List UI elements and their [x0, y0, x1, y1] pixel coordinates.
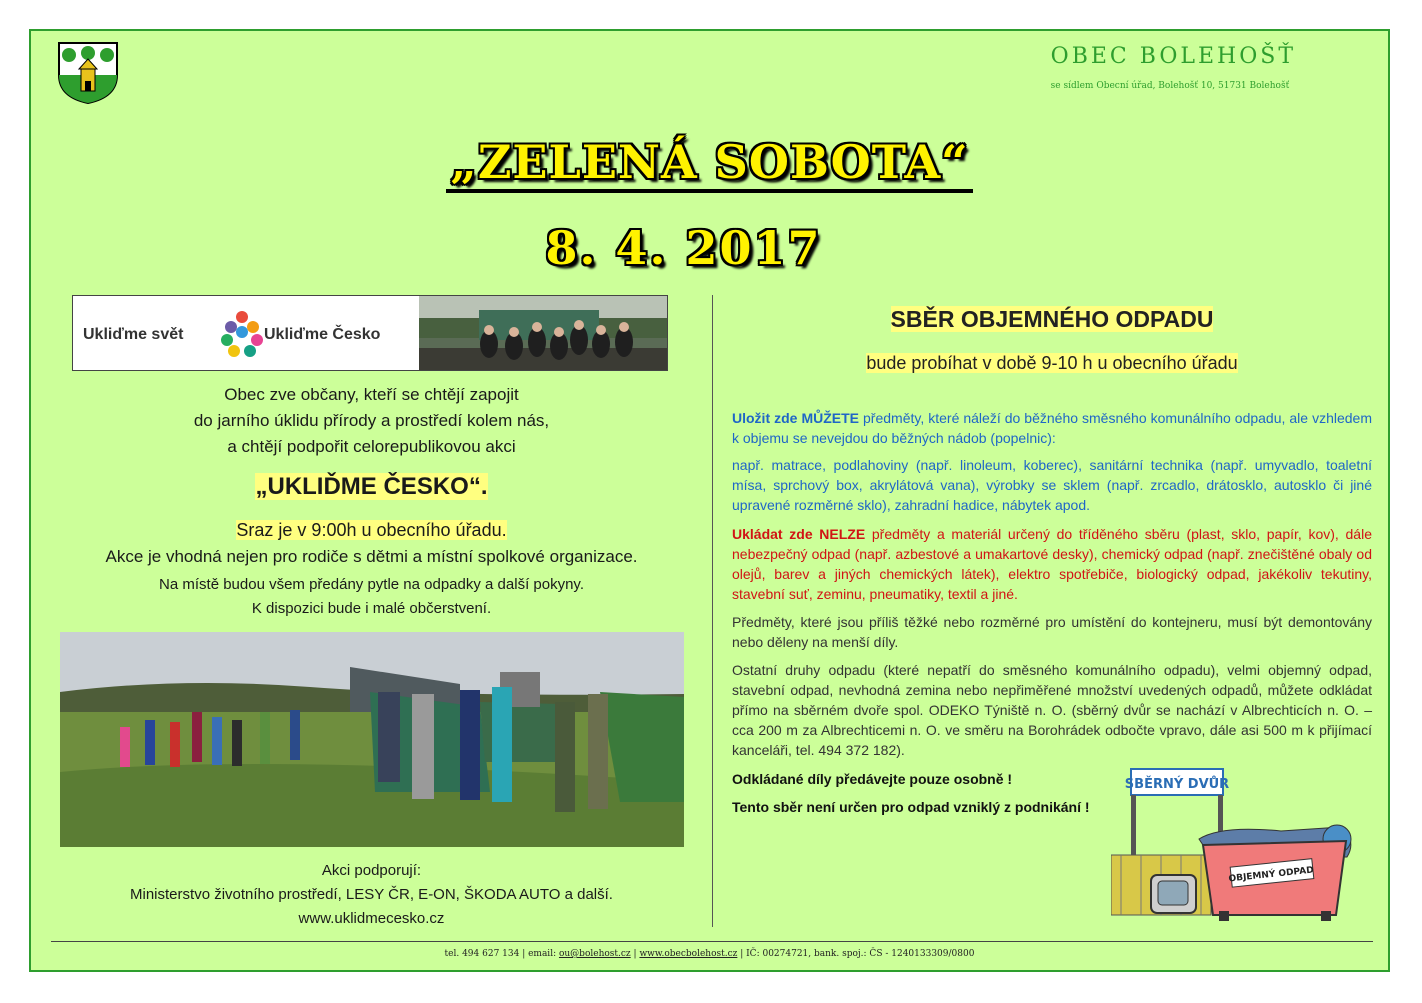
extra-info: Na místě budou všem předány pytle na odpadky a další pokyny. K dispozici bude i malé občerstvení. — [159, 576, 584, 617]
organization-address: se sídlem Obecní úřad, Bolehošť 10, 51731 Bolehošť — [1050, 81, 1290, 91]
website-link[interactable]: www.uklidmecesko.cz — [298, 910, 445, 927]
banner-right-text: Ukliďme Česko — [264, 326, 381, 343]
volunteers-group-photo — [419, 296, 668, 371]
organization-header — [1051, 44, 1296, 91]
collection-yard-illustration — [1111, 765, 1357, 925]
allowed-examples: např. matrace, podlahoviny (např. linoleum, koberec), sanitární technika (např. umyvadlo, toaletní mísa, sprchový box, akrylátová vana), výrobky se sklem (např. zrcadlo, drátosklo, autosklo či jiné upravené rozměrné sklo), zahradní hadice, nábytek apod. — [732, 457, 1372, 513]
event-title: „ZELENÁ SOBOTA“ — [31, 135, 1388, 189]
svg-text:SBĚRNÝ DVŮR: SBĚRNÝ DVŮR — [1124, 777, 1230, 792]
meeting-info: Sraz je v 9:00h u obecního úřadu. — [236, 520, 507, 540]
smiley-cluster-icon — [220, 310, 264, 360]
forbidden-items: Ukládat zde NELZE předměty a materiál určený do tříděného sběru (plast, sklo, papír, kov), dále nebezpečný odpad (např. azbestové a umakartové desky), chemický odpad (např. znečištěné obaly od olejů, barev a jiných chemických látek), elektro spotřebiče, biologický odpad, jakékoliv tekutiny, stavební suť, zeminu, pneumatiky, textil a jiné. — [732, 526, 1372, 602]
web-link[interactable]: www.obecbolehost.cz — [639, 949, 738, 959]
banner-left-text: Ukliďme svět — [83, 326, 184, 343]
email-link[interactable]: ou@bolehost.cz — [558, 949, 631, 959]
personal-handover-note: Odkládané díly předávejte pouze osobně ! — [732, 771, 1013, 787]
collection-time: bude probíhat v době 9-10 h u obecního úřadu — [866, 353, 1238, 373]
suitable-info: Akce je vhodná nejen pro rodiče s dětmi a místní spolkové organizace. — [105, 547, 638, 566]
event-date: 8. 4. 2017 — [545, 221, 822, 275]
footer-divider — [51, 941, 1373, 942]
heavy-items-note: Předměty, které jsou příliš těžké nebo rozměrné pro umístění do kontejneru, musí být demontovány nebo děleny na menší díly. — [732, 614, 1372, 650]
invitation-text: Obec zve občany, kteří se chtějí zapojit do jarního úklidu přírody a prostředí kolem nás, a chtějí podpořit celorepublikovou akci — [193, 385, 550, 456]
business-waste-note: Tento sběr není určen pro odpad vzniklý z podnikání ! — [732, 799, 1090, 815]
svg-text:OBJEMNÝ ODPAD: OBJEMNÝ ODPAD — [1228, 865, 1315, 885]
other-waste-note: Ostatní druhy odpadu (které nepatří do směsného komunálního odpadu), velmi objemný odpad, stavební odpad, nevhodná zemina nebo nepřiměřené množství uvedených odpadů, můžete odkládat přímo na sběrném dvoře spol. ODEKO Týniště n. O. (sběrný dvůr se nachází v Albrechticích n. O. – cca 200 m za Albrechticemi n. O. ve směru na Borohrádek odbočte vpravo, dále asi 500 m k přijímací kanceláři, tel. 494 372 182). — [732, 662, 1372, 758]
column-divider — [712, 295, 713, 927]
campaign-name: „UKLIĎME ČESKO“. — [255, 473, 488, 500]
organization-name: OBEC BOLEHOŠŤ — [1050, 44, 1296, 69]
cleanup-event-photo — [60, 632, 684, 847]
flyer-page — [29, 29, 1390, 972]
allowed-items: Uložit zde MŮŽETE předměty, které náleží do běžného směsného komunálního odpadu, ale vzhledem k objemu se nevejdou do běžných nádob (popelnic): — [732, 410, 1373, 446]
footer-contacts: tel. 494 627 134 | email: ou@bolehost.cz | www.obecbolehost.cz | IČ: 00274721, bank. spoj.: ČS - 1240133309/0800 — [444, 949, 975, 959]
collection-heading: SBĚR OBJEMNÉHO ODPADU — [890, 306, 1214, 332]
uklidme-banner — [72, 295, 668, 371]
supporters-block: Akci podporují: Ministerstvo životního prostředí, LESY ČR, E-ON, ŠKODA AUTO a další. www.uklidmecesko.cz — [31, 859, 712, 931]
village-crest-icon — [55, 39, 121, 105]
